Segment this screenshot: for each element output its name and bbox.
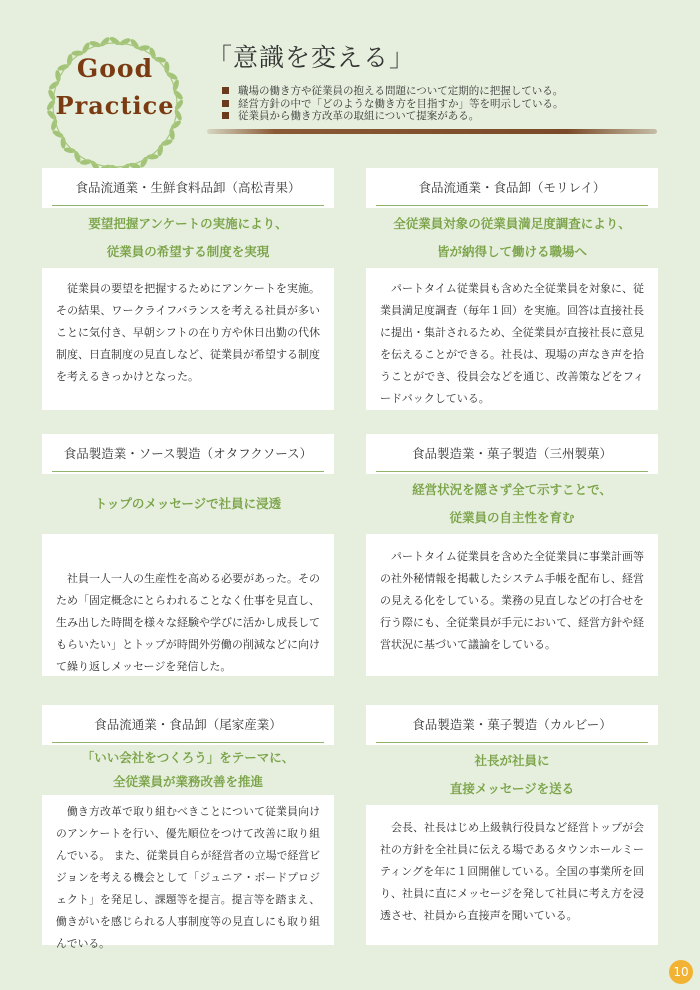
badge-line1: Good <box>76 54 154 83</box>
bullet-item: 職場の働き方や従業員の抱える問題について定期的に把握している。 <box>222 85 564 98</box>
card-body: 会長、社長はじめ上級執行役員など経営トップが会社の方針を全社員に伝える場であるタウンホールミーティングを年に１回開催している。全国の事業所を回り、社員に直にメッセージを発して社員に考え方を浸透させ、社員から直接声を聞いている。 <box>380 821 644 922</box>
case-card-oie <box>42 705 334 950</box>
card-body: パートタイム従業員を含めた全従業員に事業計画等の社外秘情報を掲載したシステム手帳を配布し、経営の見える化をしている。業務の見直しなどの打合せを行う際にも、全従業員が手元において、経営方針や経営状況に基づいて議論をしている。 <box>380 550 644 651</box>
square-bullet-icon <box>222 87 229 94</box>
card-company: 食品流通業・生鮮食料品卸（高松青果） <box>42 168 334 206</box>
square-bullet-icon <box>222 112 229 119</box>
case-card-otafuku <box>42 434 334 676</box>
card-headline: トップのメッセージで社員に浸透 <box>42 474 334 534</box>
case-card-calbee <box>366 705 658 945</box>
page-title: 「意識を変える」 <box>207 43 416 72</box>
card-body: 働き方改革で取り組むべきことについて従業員向けのアンケートを行い、優先順位をつけて改善に取り組んでいる。 また、従業員自らが経営者の立場で経営ビジョンを考える機会として「ジュニア・ボードプロジェクト」を発足し、課題等を提言。提言等を踏まえ、働きがいを感じられる人事制度等の見直しにも取り組んでいる。 <box>56 805 320 950</box>
card-headline: 要望把握アンケートの実施により、 従業員の希望する制度を実現 <box>42 208 334 268</box>
card-company: 食品流通業・食品卸（モリレイ） <box>366 168 658 206</box>
case-card-morirei <box>366 168 658 410</box>
card-headline: 経営状況を隠さず全て示すことで、 従業員の自主性を育む <box>366 474 658 534</box>
card-body: 従業員の要望を把握するためにアンケートを実施。その結果、ワークライフバランスを考える社員が多いことに気付き、早朝シフトの在り方や休日出勤の代休制度、日直制度の見直しなど、従業員が希望する制度を考えるきっかけとなった。 <box>56 282 320 383</box>
card-headline: 社長が社員に 直接メッセージを送る <box>366 745 658 805</box>
card-headline: 全従業員対象の従業員満足度調査により、 皆が納得して働ける職場へ <box>366 208 658 268</box>
card-company: 食品製造業・菓子製造（カルビー） <box>366 705 658 743</box>
bullet-list <box>222 85 564 123</box>
square-bullet-icon <box>222 100 229 107</box>
card-company: 食品流通業・食品卸（尾家産業） <box>42 705 334 743</box>
card-body: 社員一人一人の生産性を高める必要があった。そのため「固定概念にとらわれることなく仕事を見直し、生み出した時間を様々な経験や学びに活かし成長してもらいたい」とトップが時間外労働の削減などに向けて繰り返しメッセージを発信した。 <box>56 572 320 673</box>
card-headline: 「いい会社をつくろう」をテーマに、 全従業員が業務改善を推進 <box>42 745 334 795</box>
card-body: パートタイム従業員も含めた全従業員を対象に、従業員満足度調査（毎年１回）を実施。回答は直接社長に提出・集計されるため、全従業員が直接社長に意見を伝えることができる。社長は、現場の声なき声を拾うことができ、役員会などを通じ、改善策などをフィードバックしている。 <box>380 282 644 405</box>
case-card-takamatsu <box>42 168 334 410</box>
card-company: 食品製造業・ソース製造（オタフクソース） <box>42 434 334 472</box>
badge-line2: Practice <box>55 91 175 120</box>
page-number: 10 <box>669 960 693 984</box>
good-practice-badge <box>40 30 190 180</box>
bullet-item: 経営方針の中で「どのような働き方を目指すか」等を明示している。 <box>222 98 564 111</box>
case-card-sanshu <box>366 434 658 676</box>
bullet-item: 従業員から働き方改革の取組について提案がある。 <box>222 110 564 123</box>
brush-divider <box>207 129 657 134</box>
card-company: 食品製造業・菓子製造（三州製菓） <box>366 434 658 472</box>
